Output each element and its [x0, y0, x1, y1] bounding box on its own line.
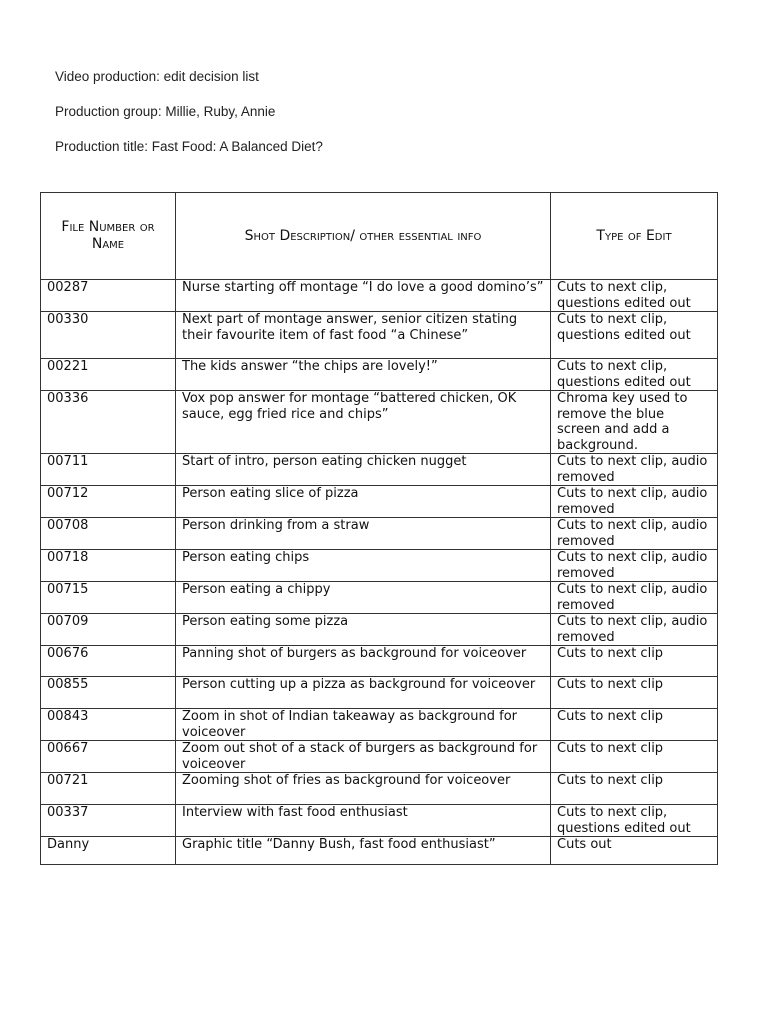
file-cell: 00708	[41, 518, 176, 550]
file-cell: 00709	[41, 614, 176, 646]
file-cell: 00715	[41, 582, 176, 614]
edit-type-cell: Cuts to next clip, audio removed	[551, 614, 718, 646]
table-row	[41, 709, 718, 741]
production-title: Production title: Fast Food: A Balanced Diet?	[55, 139, 323, 154]
description-cell: Vox pop answer for montage “battered chicken, OK sauce, egg fried rice and chips”	[176, 391, 551, 454]
description-cell: Person eating a chippy	[176, 582, 551, 614]
file-cell: Danny	[41, 837, 176, 865]
table-row	[41, 582, 718, 614]
description-cell: The kids answer “the chips are lovely!”	[176, 359, 551, 391]
table-row	[41, 280, 718, 312]
description-cell: Zoom out shot of a stack of burgers as background for voiceover	[176, 741, 551, 773]
file-cell: 00667	[41, 741, 176, 773]
edit-type-cell: Cuts to next clip, questions edited out	[551, 805, 718, 837]
edit-type-cell: Cuts to next clip, audio removed	[551, 550, 718, 582]
file-cell: 00712	[41, 486, 176, 518]
table-row	[41, 805, 718, 837]
table-header-row	[41, 193, 718, 280]
description-cell: Person cutting up a pizza as background for voiceover	[176, 677, 551, 709]
table-row	[41, 614, 718, 646]
table-row	[41, 486, 718, 518]
file-cell: 00287	[41, 280, 176, 312]
table-body	[41, 280, 718, 865]
table-row	[41, 312, 718, 359]
table-row	[41, 646, 718, 677]
file-cell: 00676	[41, 646, 176, 677]
file-cell: 00221	[41, 359, 176, 391]
edit-type-cell: Cuts to next clip, audio removed	[551, 486, 718, 518]
description-cell: Nurse starting off montage “I do love a good domino’s”	[176, 280, 551, 312]
table-row	[41, 391, 718, 454]
edit-type-cell: Cuts to next clip, audio removed	[551, 454, 718, 486]
description-cell: Zoom in shot of Indian takeaway as background for voiceover	[176, 709, 551, 741]
table-row	[41, 773, 718, 805]
description-cell: Graphic title “Danny Bush, fast food enthusiast”	[176, 837, 551, 865]
edit-type-cell: Cuts to next clip	[551, 773, 718, 805]
edit-type-cell: Cuts to next clip	[551, 677, 718, 709]
edit-type-cell: Cuts out	[551, 837, 718, 865]
description-cell: Zooming shot of fries as background for voiceover	[176, 773, 551, 805]
edit-type-cell: Chroma key used to remove the blue screen and add a background.	[551, 391, 718, 454]
column-header-description: Shot Description/ other essential info	[176, 193, 551, 280]
description-cell: Interview with fast food enthusiast	[176, 805, 551, 837]
edit-type-cell: Cuts to next clip, audio removed	[551, 518, 718, 550]
table-row	[41, 454, 718, 486]
description-cell: Start of intro, person eating chicken nugget	[176, 454, 551, 486]
edit-type-cell: Cuts to next clip	[551, 646, 718, 677]
description-cell: Person eating some pizza	[176, 614, 551, 646]
edit-decision-table	[40, 192, 718, 865]
table-row	[41, 837, 718, 865]
description-cell: Person eating slice of pizza	[176, 486, 551, 518]
description-cell: Next part of montage answer, senior citizen stating their favourite item of fast food “a Chinese”	[176, 312, 551, 359]
edit-type-cell: Cuts to next clip, audio removed	[551, 582, 718, 614]
table-row	[41, 359, 718, 391]
file-cell: 00336	[41, 391, 176, 454]
column-header-file: File Number or Name	[41, 193, 176, 280]
edit-type-cell: Cuts to next clip	[551, 709, 718, 741]
file-cell: 00721	[41, 773, 176, 805]
edit-type-cell: Cuts to next clip	[551, 741, 718, 773]
production-group: Production group: Millie, Ruby, Annie	[55, 104, 276, 119]
table-row	[41, 677, 718, 709]
edit-type-cell: Cuts to next clip, questions edited out	[551, 312, 718, 359]
file-cell: 00718	[41, 550, 176, 582]
description-cell: Person eating chips	[176, 550, 551, 582]
description-cell: Panning shot of burgers as background for voiceover	[176, 646, 551, 677]
table-row	[41, 550, 718, 582]
table-row	[41, 518, 718, 550]
column-header-edit-type: Type of Edit	[551, 193, 718, 280]
file-cell: 00843	[41, 709, 176, 741]
document-title: Video production: edit decision list	[55, 69, 259, 84]
edit-type-cell: Cuts to next clip, questions edited out	[551, 280, 718, 312]
description-cell: Person drinking from a straw	[176, 518, 551, 550]
file-cell: 00330	[41, 312, 176, 359]
table-row	[41, 741, 718, 773]
file-cell: 00855	[41, 677, 176, 709]
file-cell: 00711	[41, 454, 176, 486]
file-cell: 00337	[41, 805, 176, 837]
edit-type-cell: Cuts to next clip, questions edited out	[551, 359, 718, 391]
